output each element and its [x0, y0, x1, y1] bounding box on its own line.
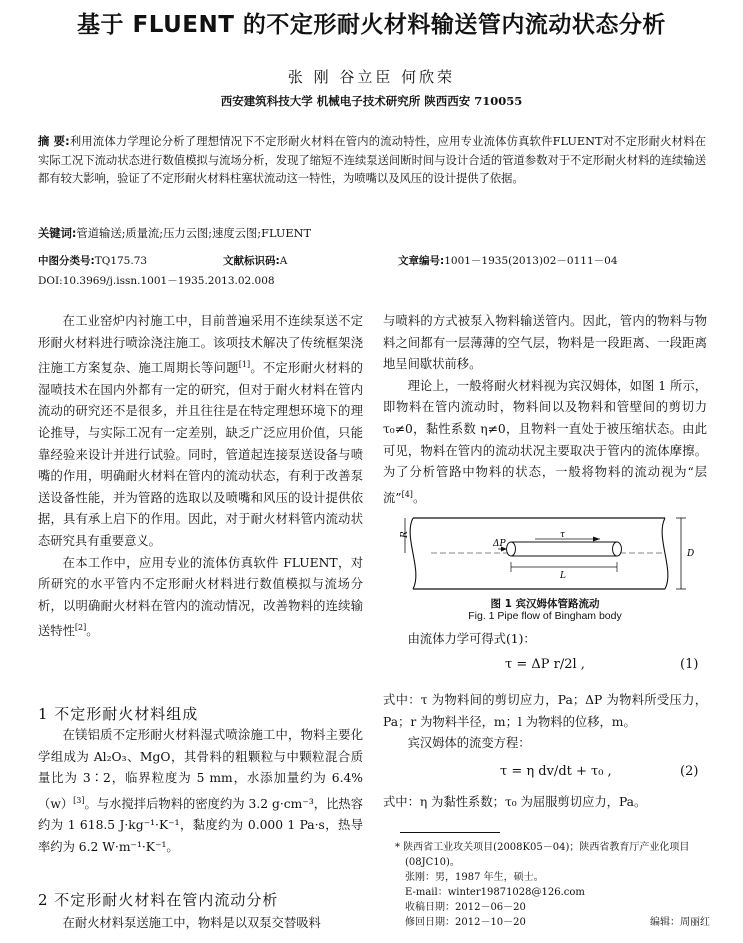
- right-column: [383, 311, 707, 509]
- section-heading-2: 2 不定形耐火材料在管内流动分析: [38, 891, 279, 909]
- equation-2-explanation: 式中：η 为黏性系数；τ₀ 为屈服剪切应力，Pa。: [383, 795, 647, 809]
- section-2-body: 在耐火材料泵送施工中，物料是以双泵交替吸料: [62, 916, 321, 930]
- left-column: [38, 311, 363, 643]
- section-heading-1: 1 不定形耐火材料组成: [38, 705, 199, 723]
- abstract-label: 摘 要:: [38, 135, 70, 148]
- fig-label-tau: τ: [560, 530, 565, 540]
- figure-1-caption-en: Fig. 1 Pipe flow of Bingham body: [468, 610, 622, 622]
- article-number: 文章编号:1001－1935(2013)02－0111－04: [398, 255, 618, 267]
- abstract: [38, 133, 706, 189]
- intro-paragraph-1: 在工业窑炉内衬施工中，目前普遍采用不连续泵送不定形耐火材料进行喷涂浇注施工。该项技术解决了传统框架浇注施工方案复杂、施工周期长等问题[1]。不定形耐火材料的湿喷技术在国内外都有一定的研究，但对于耐火材料在管内流动的研究还不是很多，并且往往是在特定理想环境下的理论推导，与实际工况有一定差别，缺乏广泛应用价值，只能靠经验来设计并进行试验。同时，管道起连接泵送设备与喷嘴的作用，明确耐火材料在管内的流动状态，有利于改善泵送设备性能，并为管路的选取以及喷嘴和风压的设计提供依据，具有承上启下的作用。因此，对于耐火材料管内流动状态研究具有重要意义。: [38, 314, 363, 549]
- section-1-body: [38, 725, 363, 859]
- abstract-text: 利用流体力学理论分析了理想情况下不定形耐火材料在管内的流动特性，应用专业流体仿真软件FLUENT对不定形耐火材料在实际工况下流动状态进行数值模拟与流场分析，发现了缩短不连续泵送间断时间与设计合适的管道参数对于不定形耐火材料的连续输送都有较大影响，验证了不定形耐火材料柱塞状流动这一特性，为喷嘴以及风压的设计提供了依据。: [38, 135, 706, 185]
- keywords-text: 管道输送;质量流;压力云图;速度云图;FLUENT: [76, 227, 312, 240]
- equation-2: τ = η dv/dt + τ₀ ,: [500, 764, 612, 779]
- doi: DOI:10.3969/j.issn.1001－1935.2013.02.008: [38, 275, 275, 287]
- keywords-label: 关键词:: [38, 227, 77, 240]
- equation-1: τ = ΔP r/2l ,: [505, 657, 585, 672]
- document-code: 文献标识码:A: [223, 255, 288, 267]
- fig-label-r: R: [400, 531, 410, 538]
- right-paragraph-2: 理论上，一般将耐火材料视为宾汉姆体，如图 1 所示，即物料在管内流动时，物料间以及物料和管壁间的剪切力 τ₀≠0，黏性系数 η≠0，且物料一直处于被压缩状态。由此可见，物料在管内的流动状况主要取决于管内的流体摩擦。为了分析管路中物料的状态，一般将物料的流动视为“层流”[4]。: [383, 378, 707, 505]
- fig-label-d: D: [687, 549, 695, 559]
- footnote: * 陕西省工业攻关项目(2008K05－04)；陕西省教育厅产业化项目 (08JC10)。 张刚：男，1987 年生，硕士。 E-mail：winter19871028@126.com 收稿日期：2012－06－20 修回日期：2012－10－20: [395, 842, 690, 928]
- fig-label-dp: ΔP: [493, 539, 506, 549]
- paper-title: 基于 FLUENT 的不定形耐火材料输送管内流动状态分析: [77, 12, 666, 38]
- equation-intro: 由流体力学可得式(1)：: [407, 632, 536, 646]
- section-1-paragraph: 在镁铝质不定形耐火材料湿式喷涂施工中，物料主要化学组成为 Al₂O₃、MgO，其骨料的粗颗粒与中颗粒混合质量比为 3∶2，临界粒度为 5 mm，水添加量约为 6.4%（w）[3]。与水搅拌后物料的密度约为 3.2 g·cm⁻³，比热容约为 1 618.5 J·kg⁻¹·K⁻¹，黏度约为 0.000 1 Pa·s，热导率约为 6.2 W·m⁻¹·K⁻¹。: [38, 728, 363, 855]
- equation-2-number: (2): [680, 764, 699, 779]
- figure-1-pipe-diagram: [395, 512, 695, 597]
- equation-1-number: (1): [680, 657, 699, 672]
- editor-note: 编辑：周丽红: [650, 917, 710, 928]
- figure-1-caption-cn: 图 1 宾汉姆体管路流动: [490, 598, 600, 610]
- keywords: [38, 225, 706, 241]
- equation-1-explanation: 式中：τ 为物料间的剪切应力，Pa；ΔP 为物料所受压力，Pa；r 为物料半径，m；l 为物料的位移，m。 宾汉姆体的流变方程：: [383, 693, 707, 751]
- right-paragraph-1: 与喷料的方式被泵入物料输送管内。因此，管内的物料与物料之间都有一层薄薄的空气层，物料是一段距离、一段距离地呈间歇状前移。: [383, 314, 707, 372]
- fig-label-l: L: [560, 571, 566, 581]
- affiliation: 西安建筑科技大学 机械电子技术研究所 陕西西安 710055: [220, 94, 523, 108]
- authors: 张 刚 谷立臣 何欣荣: [287, 68, 456, 86]
- footnote-divider: [400, 832, 500, 833]
- intro-paragraph-2: 在本工作中，应用专业的流体仿真软件 FLUENT，对所研究的水平管内不定形耐火材料进行数值模拟与流场分析，以明确耐火材料在管内的流动情况，改善物料的连续输送特性[2]。: [38, 555, 363, 639]
- clc-number: 中图分类号:TQ175.73: [38, 255, 148, 267]
